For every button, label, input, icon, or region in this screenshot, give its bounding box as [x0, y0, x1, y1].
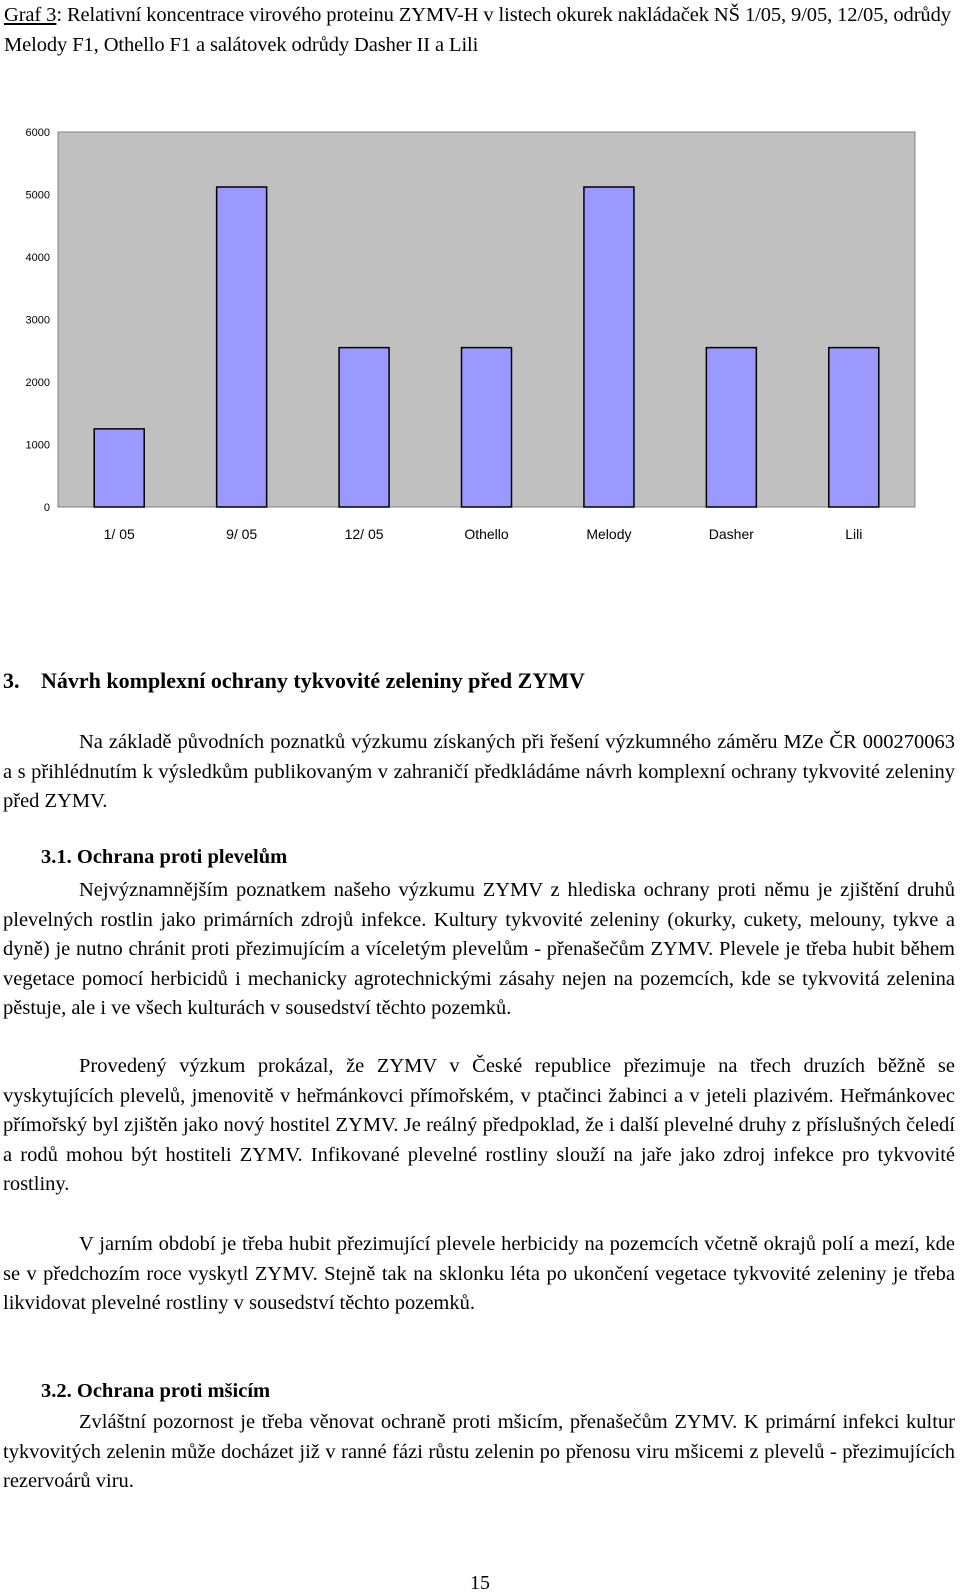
y-tick-label: 6000 — [25, 127, 50, 139]
aphids-paragraph-text: Zvláštní pozornost je třeba věnovat ochraně proti mšicím, přenašečům ZYMV. K primární infekci kultur tykvovitých zelenin může docházet již v ranné fázi růstu zelenin po přenosu viru mšicemi z plevelů - přezimujících rezervoárů viru. — [3, 1411, 955, 1493]
bar — [339, 348, 389, 507]
weeds-paragraph-2-text: Provedený výzkum prokázal, že ZYMV v České republice přezimuje na třech druzích běžně se vyskytujících plevelů, jmenovitě v heřmánkovci přímořském, v ptačinci žabinci a v jeteli plazivém. Heřmánkovec přímořský byl zjištěn jako nový hostitel ZYMV. Je reálný předpoklad, že i další plevelné druhy z příslušných čeledí a rodů mohou být hostiteli ZYMV. Infikované plevelné rostliny slouží na jaře jako zdroj infekce pro tykvovité rostliny. — [3, 1055, 955, 1196]
section-intro-paragraph — [3, 728, 955, 817]
y-axis-ticks — [26, 127, 50, 514]
bar — [217, 187, 267, 507]
section-intro-text: Na základě původních poznatků výzkumu získaných při řešení výzkumného záměru MZe ČR 000270063 a s přihlédnutím k výsledkům publikovaným v zahraničí předkládáme návrh komplexní ochrany tykvovité zeleniny před ZYMV. — [3, 731, 955, 813]
subsection-title: Ochrana proti mšicím — [76, 1380, 271, 1402]
x-axis-labels — [104, 526, 863, 542]
subsection-number: 3.2. — [41, 1380, 72, 1402]
bar — [462, 348, 512, 507]
x-tick-label: Melody — [586, 526, 632, 542]
subsection-title: Ochrana proti plevelům — [76, 846, 288, 868]
bar — [706, 348, 756, 507]
x-tick-label: Othello — [464, 526, 509, 542]
y-tick-label: 2000 — [25, 377, 50, 389]
y-tick-label: 5000 — [25, 189, 50, 202]
section-title: Návrh komplexní ochrany tykvovité zeleniny před ZYMV — [41, 668, 585, 693]
subsection-heading-weeds — [41, 846, 287, 869]
figure-caption-text: : Relativní koncentrace virového proteinu ZYMV-H v listech okurek nakládaček NŠ 1/05, 9/05, 12/05, odrůdy Melody F1, Othello F1 a salátovek odrůdy Dasher II a Lili — [4, 4, 951, 56]
x-tick-label: 12/ 05 — [344, 526, 384, 542]
figure-caption — [4, 0, 954, 60]
x-tick-label: Dasher — [708, 526, 754, 542]
x-tick-label: Lili — [845, 526, 863, 542]
y-tick-label: 4000 — [25, 252, 50, 264]
page-number: 15 — [470, 1572, 490, 1594]
figure-label: Graf 3 — [4, 4, 57, 26]
bar — [94, 429, 144, 507]
weeds-paragraph-2 — [3, 1052, 955, 1200]
y-tick-label: 3000 — [25, 314, 50, 327]
weeds-paragraph-1 — [3, 876, 955, 1024]
subsection-number: 3.1. — [41, 846, 72, 868]
section-heading — [3, 668, 585, 694]
weeds-paragraph-3 — [3, 1230, 955, 1319]
subsection-heading-aphids — [41, 1380, 270, 1403]
section-number: 3. — [3, 668, 20, 693]
x-tick-label: 9/ 05 — [226, 526, 258, 542]
bar — [584, 187, 634, 507]
y-tick-label: 1000 — [25, 439, 50, 452]
aphids-paragraph — [3, 1408, 955, 1497]
weeds-paragraph-1-text: Nejvýznamnějším poznatkem našeho výzkumu ZYMV z hlediska ochrany proti němu je zjištění druhů plevelných rostlin jako primárních zdrojů infekce. Kultury tykvovité zeleniny (okurky, cukety, melouny, tykve a dyně) je nutno chránit proti přezimujícím a víceletým plevelům - přenašečům ZYMV. Plevele je třeba hubit během vegetace pomocí herbicidů i mechanicky agrotechnickými zásahy nejen na pozemcích, kde se tykvovitá zelenina pěstuje, ale i ve všech kulturách v sousedství těchto pozemků. — [3, 879, 955, 1020]
y-tick-label: 0 — [43, 502, 50, 514]
bar — [829, 348, 879, 507]
x-tick-label: 1/ 05 — [103, 526, 135, 542]
weeds-paragraph-3-text: V jarním období je třeba hubit přezimující plevele herbicidy na pozemcích včetně okrajů polí a mezí, kde se v předchozím roce vyskytl ZYMV. Stejně tak na sklonku léta po ukončení vegetace tykvovité zeleniny je třeba likvidovat plevelné rostliny v sousedství těchto pozemků. — [3, 1233, 955, 1315]
bar-chart — [0, 120, 960, 570]
